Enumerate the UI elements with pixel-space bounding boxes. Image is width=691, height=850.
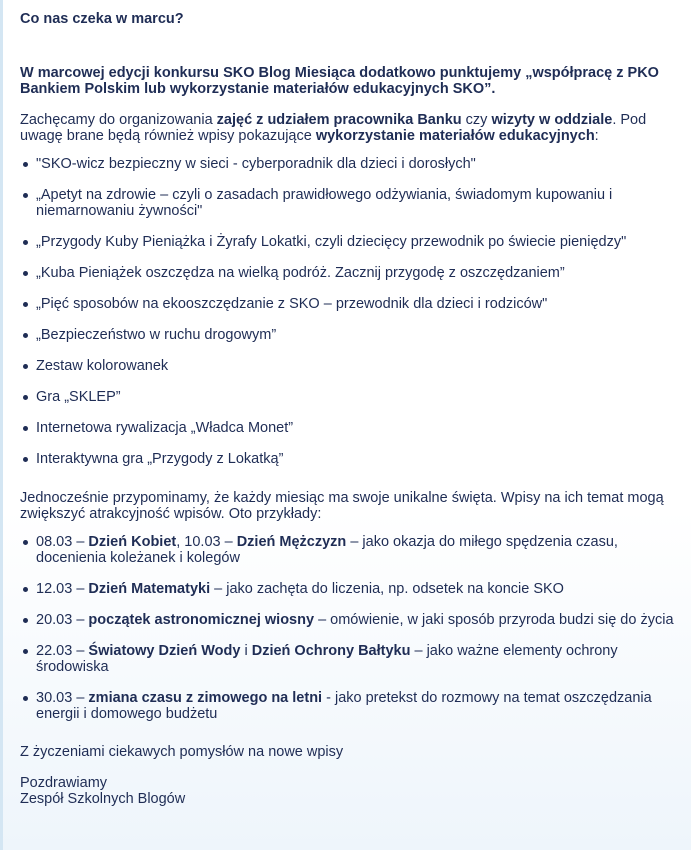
encourage-text-4: :: [594, 128, 599, 144]
encourage-text-2: czy: [461, 112, 492, 128]
holiday-name: zmiana czasu z zimowego na letni: [88, 690, 323, 706]
article: [20, 11, 680, 807]
holiday-name: Światowy Dzień Wody: [88, 643, 241, 659]
holiday-text: – jako zachęta do liczenia, np. odsetek na koncie SKO: [210, 581, 564, 597]
encourage-bold-1: zajęć z udziałem pracownika Banku: [216, 112, 462, 128]
list-item: „Kuba Pieniążek oszczędza na wielką podróż. Zacznij przygodę z oszczędzaniem”: [20, 265, 680, 281]
holiday-text: – jako okazja do miłego spędzenia czasu, docenienia koleżanek i kolegów: [36, 534, 618, 566]
holiday-text: – omówienie, w jaki sposób przyroda budzi się do życia: [314, 612, 674, 628]
materials-list: [20, 156, 680, 467]
list-item: „Apetyt na zdrowie – czyli o zasadach prawidłowego odżywiania, świadomym kupowaniu i niemarnowaniu żywności": [20, 187, 680, 219]
signature-line: Zespół Szkolnych Blogów: [20, 791, 186, 807]
holiday-name: Dzień Mężczyzn: [236, 534, 347, 550]
holiday-text: 12.03 –: [36, 581, 89, 597]
encourage-text-3: . Pod uwagę brane będą również wpisy pokazujące: [20, 112, 647, 144]
holiday-name: Dzień Ochrony Bałtyku: [251, 643, 411, 659]
holiday-text: – jako ważne elementy ochrony środowiska: [36, 643, 618, 675]
list-item: „Bezpieczeństwo w ruchu drogowym”: [20, 327, 680, 343]
holiday-item: [20, 690, 680, 722]
page-title: Co nas czeka w marcu?: [20, 11, 184, 27]
list-item: „Pięć sposobów na ekooszczędzanie z SKO – przewodnik dla dzieci i rodziców": [20, 296, 680, 312]
holiday-text: 22.03 –: [36, 643, 89, 659]
list-item: "SKO-wicz bezpieczny w sieci - cyberporadnik dla dzieci i dorosłych": [20, 156, 680, 172]
holiday-name: Dzień Matematyki: [88, 581, 211, 597]
wishes-line: Z życzeniami ciekawych pomysłów na nowe wpisy: [20, 744, 344, 760]
holiday-item: [20, 643, 680, 675]
list-item: Gra „SKLEP”: [20, 389, 680, 405]
reminder-paragraph: Jednocześnie przypominamy, że każdy miesiąc ma swoje unikalne święta. Wpisy na ich temat mogą zwiększyć atrakcyjność wpisów. Oto przykłady:: [20, 490, 664, 522]
holiday-item: [20, 612, 680, 628]
holiday-text: i: [240, 643, 252, 659]
holiday-name: Dzień Kobiet: [88, 534, 177, 550]
list-item: Zestaw kolorowanek: [20, 358, 680, 374]
holiday-text: , 10.03 –: [176, 534, 237, 550]
holiday-item: [20, 581, 680, 597]
intro-paragraph: W marcowej edycji konkursu SKO Blog Miesiąca dodatkowo punktujemy „współpracę z PKO Bankiem Polskim lub wykorzystanie materiałów edukacyjnych SKO”.: [20, 65, 659, 97]
greeting-line: Pozdrawiamy: [20, 775, 108, 791]
holiday-text: 08.03 –: [36, 534, 89, 550]
encourage-bold-2: wizyty w oddziale: [491, 112, 613, 128]
list-item: Internetowa rywalizacja „Władca Monet”: [20, 420, 680, 436]
holiday-text: 20.03 –: [36, 612, 89, 628]
encourage-text-1: Zachęcamy do organizowania: [20, 112, 217, 128]
holiday-item: [20, 534, 680, 566]
holiday-name: początek astronomicznej wiosny: [88, 612, 315, 628]
holiday-text: - jako pretekst do rozmowy na temat oszczędzania energii i domowego budżetu: [36, 690, 652, 722]
encourage-paragraph: [20, 112, 680, 144]
holidays-list: [20, 534, 680, 722]
holiday-text: 30.03 –: [36, 690, 89, 706]
list-item: „Przygody Kuby Pieniążka i Żyrafy Lokatki, czyli dziecięcy przewodnik po świecie pieniędzy": [20, 234, 680, 250]
list-item: Interaktywna gra „Przygody z Lokatką”: [20, 451, 680, 467]
encourage-bold-3: wykorzystanie materiałów edukacyjnych: [315, 128, 595, 144]
